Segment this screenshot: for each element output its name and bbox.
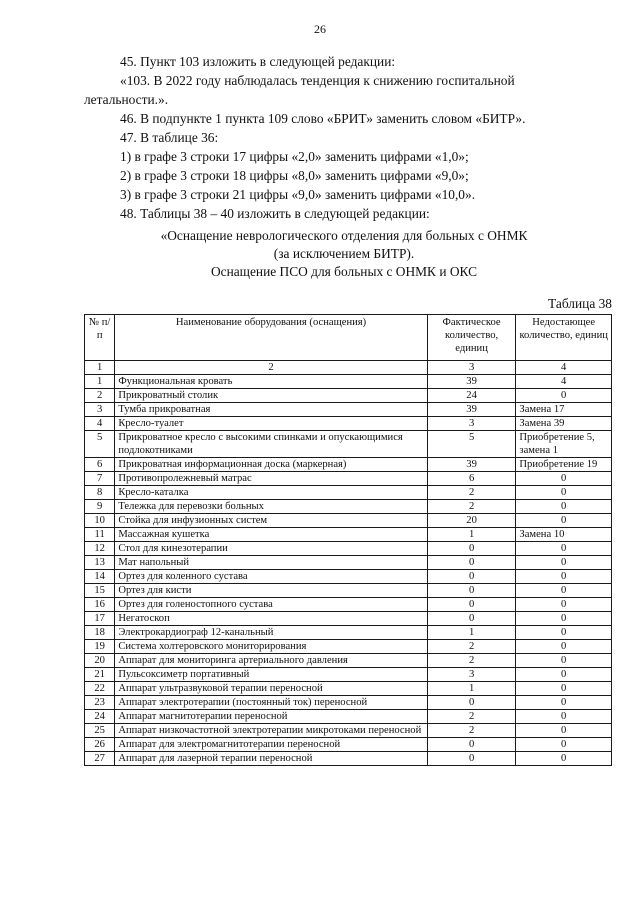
row-number: 3: [85, 403, 115, 417]
table-row: [85, 682, 612, 696]
actual-quantity: 39: [427, 375, 516, 389]
actual-quantity: 3: [427, 668, 516, 682]
table-row: [85, 431, 612, 458]
paragraph-47: 47. В таблице 36:: [120, 130, 219, 145]
table-label: Таблица 38: [548, 296, 612, 311]
title-line-3: Оснащение ПСО для больных с ОНМК и ОКС: [210, 264, 478, 279]
missing-quantity: 0: [516, 752, 612, 766]
equipment-name: Стол для кинезотерапии: [115, 542, 427, 556]
row-number: 5: [85, 431, 115, 458]
table-row: [85, 738, 612, 752]
paragraph-103-quote: «103. В 2022 году наблюдалась тенденция к снижению госпитальной: [120, 73, 515, 88]
row-number: 16: [85, 598, 115, 612]
missing-quantity: 0: [516, 570, 612, 584]
header-actual: Фактическое количество, единиц: [427, 315, 516, 361]
table-row: [85, 654, 612, 668]
row-number: 10: [85, 514, 115, 528]
missing-quantity: 4: [516, 375, 612, 389]
missing-quantity: 0: [516, 542, 612, 556]
row-number: 17: [85, 612, 115, 626]
missing-quantity: 0: [516, 682, 612, 696]
row-number: 19: [85, 640, 115, 654]
actual-quantity: 0: [427, 556, 516, 570]
section-title: [80, 227, 608, 281]
actual-quantity: 1: [427, 682, 516, 696]
row-number: 14: [85, 570, 115, 584]
missing-quantity: 0: [516, 626, 612, 640]
actual-quantity: 39: [427, 458, 516, 472]
equipment-name: Пульсоксиметр портативный: [115, 668, 427, 682]
actual-quantity: 39: [427, 403, 516, 417]
table-row: [85, 458, 612, 472]
missing-quantity: 0: [516, 598, 612, 612]
table-row: [85, 668, 612, 682]
row-number: 25: [85, 724, 115, 738]
equipment-name: Кресло-каталка: [115, 486, 427, 500]
equipment-name: Функциональная кровать: [115, 375, 427, 389]
missing-quantity: 0: [516, 486, 612, 500]
equipment-name: Электрокардиограф 12-канальный: [115, 626, 427, 640]
row-number: 8: [85, 486, 115, 500]
row-number: 23: [85, 696, 115, 710]
equipment-name: Аппарат для электромагнитотерапии переносной: [115, 738, 427, 752]
table-row: [85, 626, 612, 640]
row-number: 18: [85, 626, 115, 640]
actual-quantity: 5: [427, 431, 516, 458]
equipment-name: Прикроватное кресло с высокими спинками и опускающимися подлокотниками: [115, 431, 427, 458]
missing-quantity: Замена 17: [516, 403, 612, 417]
row-number: 26: [85, 738, 115, 752]
row-number: 24: [85, 710, 115, 724]
equipment-name: Аппарат магнитотерапии переносной: [115, 710, 427, 724]
actual-quantity: 0: [427, 584, 516, 598]
equipment-name: Аппарат для лазерной терапии переносной: [115, 752, 427, 766]
equipment-name: Тумба прикроватная: [115, 403, 427, 417]
table-row: [85, 556, 612, 570]
actual-quantity: 0: [427, 570, 516, 584]
column-number: 2: [115, 361, 427, 375]
actual-quantity: 0: [427, 696, 516, 710]
actual-quantity: 0: [427, 738, 516, 752]
table-row: [85, 696, 612, 710]
table-row: [85, 640, 612, 654]
table-row: [85, 500, 612, 514]
table-row: [85, 403, 612, 417]
missing-quantity: 0: [516, 710, 612, 724]
missing-quantity: 0: [516, 500, 612, 514]
row-number: 22: [85, 682, 115, 696]
table-body: [85, 375, 612, 766]
table-row: [85, 486, 612, 500]
missing-quantity: 0: [516, 584, 612, 598]
paragraph-46: 46. В подпункте 1 пункта 109 слово «БРИТ» заменить словом «БИТР».: [120, 111, 526, 126]
equipment-name: Прикроватная информационная доска (маркерная): [115, 458, 427, 472]
equipment-name: Ортез для голеностопного сустава: [115, 598, 427, 612]
paragraph-48: 48. Таблицы 38 – 40 изложить в следующей редакции:: [120, 206, 430, 221]
missing-quantity: Приобретение 19: [516, 458, 612, 472]
missing-quantity: 0: [516, 389, 612, 403]
actual-quantity: 2: [427, 654, 516, 668]
row-number: 20: [85, 654, 115, 668]
equipment-name: Аппарат для мониторинга артериального давления: [115, 654, 427, 668]
table-row: [85, 514, 612, 528]
missing-quantity: 0: [516, 724, 612, 738]
row-number: 4: [85, 417, 115, 431]
table-row: [85, 752, 612, 766]
missing-quantity: 0: [516, 696, 612, 710]
row-number: 9: [85, 500, 115, 514]
missing-quantity: 0: [516, 514, 612, 528]
equipment-name: Противопролежневый матрас: [115, 472, 427, 486]
title-line-1: «Оснащение неврологического отделения для больных с ОНМК: [160, 228, 528, 243]
paragraph-45: 45. Пункт 103 изложить в следующей редакции:: [120, 54, 396, 69]
actual-quantity: 20: [427, 514, 516, 528]
missing-quantity: 0: [516, 738, 612, 752]
row-number: 15: [85, 584, 115, 598]
column-number: 3: [427, 361, 516, 375]
actual-quantity: 6: [427, 472, 516, 486]
actual-quantity: 0: [427, 598, 516, 612]
actual-quantity: 0: [427, 612, 516, 626]
paragraph-103-quote-continued: летальности.».: [84, 92, 169, 107]
missing-quantity: 0: [516, 556, 612, 570]
actual-quantity: 2: [427, 710, 516, 724]
missing-quantity: 0: [516, 668, 612, 682]
row-number: 13: [85, 556, 115, 570]
equipment-name: Тележка для перевозки больных: [115, 500, 427, 514]
table-row: [85, 472, 612, 486]
equipment-name: Массажная кушетка: [115, 528, 427, 542]
paragraph-47-item-2: 2) в графе 3 строки 18 цифры «8,0» заменить цифрами «9,0»;: [120, 168, 469, 183]
table-row: [85, 724, 612, 738]
header-missing: Недостающее количество, единиц: [516, 315, 612, 361]
table-row: [85, 710, 612, 724]
equipment-name: Негатоскоп: [115, 612, 427, 626]
row-number: 12: [85, 542, 115, 556]
equipment-name: Прикроватный столик: [115, 389, 427, 403]
column-number-row: [85, 361, 612, 375]
amendment-text: [84, 52, 612, 223]
equipment-name: Кресло-туалет: [115, 417, 427, 431]
missing-quantity: Приобретение 5, замена 1: [516, 431, 612, 458]
equipment-name: Мат напольный: [115, 556, 427, 570]
missing-quantity: 0: [516, 472, 612, 486]
table-row: [85, 584, 612, 598]
equipment-name: Система холтеровского мониторирования: [115, 640, 427, 654]
missing-quantity: 0: [516, 640, 612, 654]
row-number: 1: [85, 375, 115, 389]
actual-quantity: 24: [427, 389, 516, 403]
table-header-row: [85, 315, 612, 361]
row-number: 6: [85, 458, 115, 472]
equipment-name: Стойка для инфузионных систем: [115, 514, 427, 528]
paragraph-47-item-1: 1) в графе 3 строки 17 цифры «2,0» заменить цифрами «1,0»;: [120, 149, 469, 164]
row-number: 27: [85, 752, 115, 766]
equipment-name: Ортез для коленного сустава: [115, 570, 427, 584]
table-row: [85, 612, 612, 626]
missing-quantity: Замена 10: [516, 528, 612, 542]
table-row: [85, 528, 612, 542]
actual-quantity: 2: [427, 500, 516, 514]
table-row: [85, 417, 612, 431]
column-number: 1: [85, 361, 115, 375]
equipment-name: Аппарат низкочастотной электротерапии микротоками переносной: [115, 724, 427, 738]
actual-quantity: 0: [427, 752, 516, 766]
table-row: [85, 598, 612, 612]
row-number: 21: [85, 668, 115, 682]
actual-quantity: 0: [427, 542, 516, 556]
actual-quantity: 2: [427, 486, 516, 500]
row-number: 2: [85, 389, 115, 403]
actual-quantity: 1: [427, 626, 516, 640]
column-number: 4: [516, 361, 612, 375]
table-row: [85, 375, 612, 389]
missing-quantity: 0: [516, 654, 612, 668]
equipment-table: [84, 314, 612, 766]
missing-quantity: Замена 39: [516, 417, 612, 431]
header-name: Наименование оборудования (оснащения): [115, 315, 427, 361]
table-row: [85, 389, 612, 403]
actual-quantity: 2: [427, 640, 516, 654]
equipment-name: Аппарат электротерапии (постоянный ток) переносной: [115, 696, 427, 710]
actual-quantity: 3: [427, 417, 516, 431]
table-row: [85, 542, 612, 556]
actual-quantity: 1: [427, 528, 516, 542]
table-row: [85, 570, 612, 584]
title-line-2: (за исключением БИТР).: [273, 246, 415, 261]
page-number: 26: [314, 22, 326, 36]
equipment-name: Ортез для кисти: [115, 584, 427, 598]
paragraph-47-item-3: 3) в графе 3 строки 21 цифры «9,0» заменить цифрами «10,0».: [120, 187, 476, 202]
equipment-name: Аппарат ультразвуковой терапии переносной: [115, 682, 427, 696]
row-number: 7: [85, 472, 115, 486]
header-num: № п/п: [85, 315, 115, 361]
row-number: 11: [85, 528, 115, 542]
missing-quantity: 0: [516, 612, 612, 626]
actual-quantity: 2: [427, 724, 516, 738]
